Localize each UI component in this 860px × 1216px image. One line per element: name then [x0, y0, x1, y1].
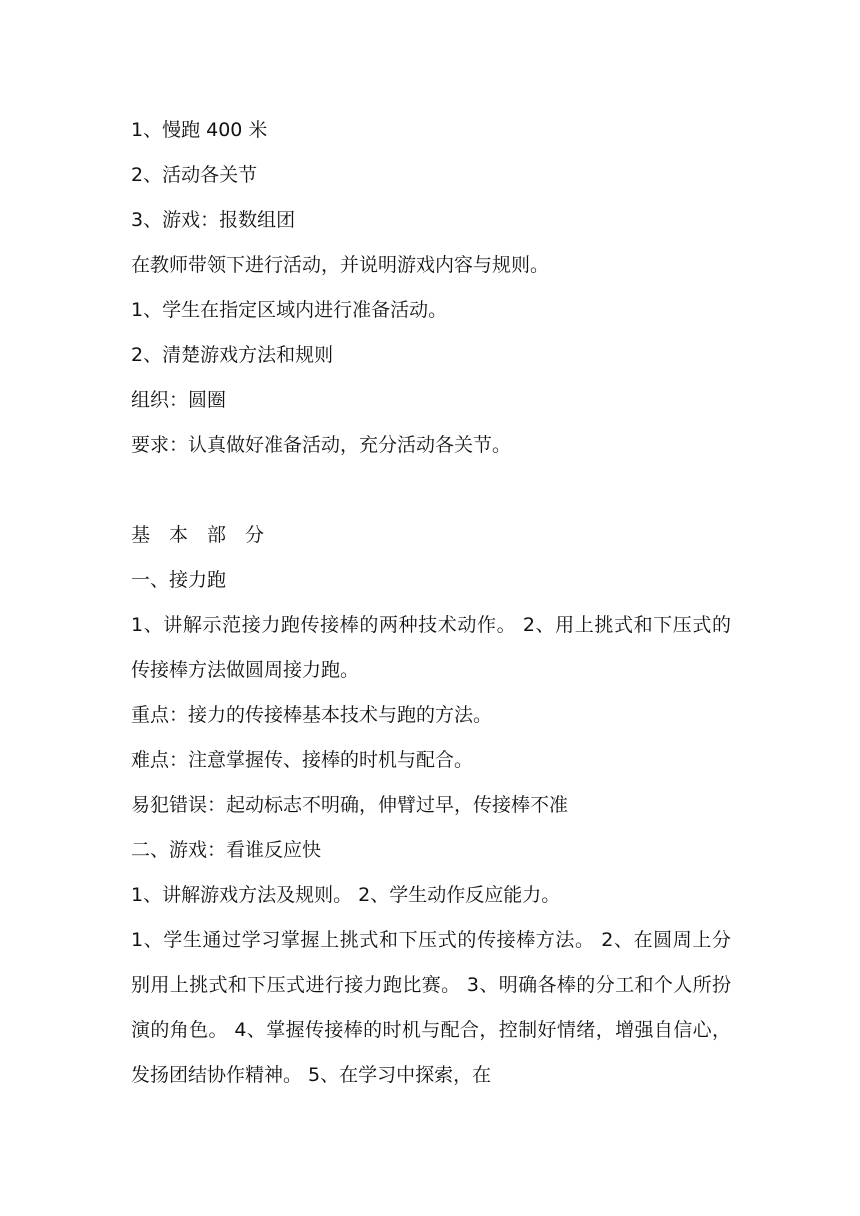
blank-line — [131, 468, 731, 513]
warmup-item-1: 1、慢跑 400 米 — [131, 119, 268, 141]
student-activity: 1、学生通过学习掌握上挑式和下压式的传接棒方法。 2、在圆周上分别用上挑式和下压式进行接力跑比赛。 3、明确各棒的分工和个人所扮演的角色。 4、掌握传接棒的时机与配合，控制好情绪，增强自信心，发扬团结协作精神。 5、在学习中探索，在 — [131, 929, 731, 1086]
warmup-item-3: 3、游戏：报数组团 — [131, 209, 296, 231]
relay-title: 一、接力跑 — [131, 569, 227, 591]
student-item-2: 2、清楚游戏方法和规则 — [131, 344, 334, 366]
relay-method: 1、讲解示范接力跑传接棒的两种技术动作。 2、用上挑式和下压式的传接棒方法做圆周接力跑。 — [131, 614, 731, 681]
difficulty-text: 难点：注意掌握传、接棒的时机与配合。 — [131, 749, 474, 771]
key-point: 重点：接力的传接棒基本技术与跑的方法。 — [131, 704, 493, 726]
section-heading: 基本部分 — [131, 524, 284, 546]
organization-text: 组织：圆圈 — [131, 389, 227, 411]
teacher-note: 在教师带领下进行活动，并说明游戏内容与规则。 — [131, 254, 550, 276]
document-body — [131, 108, 731, 1098]
student-item-1: 1、学生在指定区域内进行准备活动。 — [131, 299, 448, 321]
game-title: 二、游戏：看谁反应快 — [131, 839, 322, 861]
common-errors: 易犯错误：起动标志不明确，伸臂过早，传接棒不准 — [131, 794, 569, 816]
requirement-text: 要求：认真做好准备活动，充分活动各关节。 — [131, 434, 512, 456]
game-method: 1、讲解游戏方法及规则。 2、学生动作反应能力。 — [131, 884, 561, 906]
warmup-item-2: 2、活动各关节 — [131, 164, 258, 186]
